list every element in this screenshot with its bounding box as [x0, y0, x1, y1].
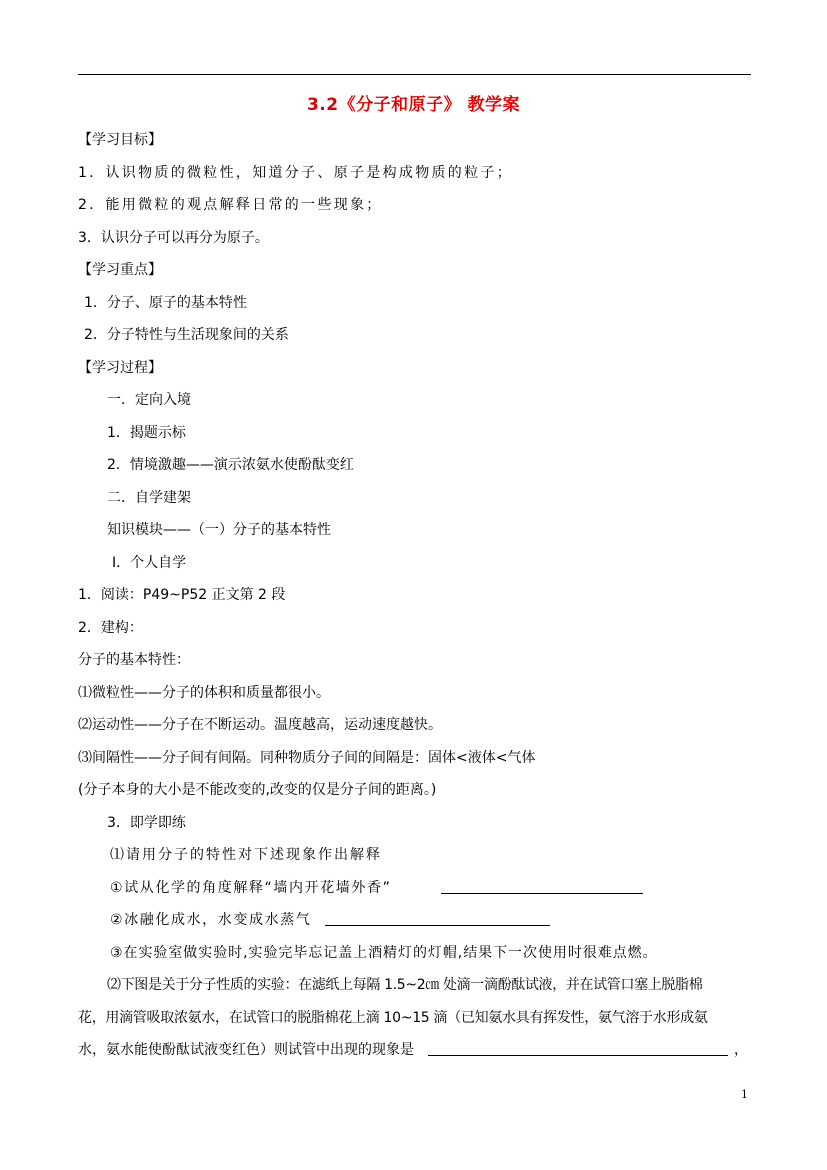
- section-1-heading: 一．定向入境: [107, 392, 191, 408]
- answer-blank-3[interactable]: [428, 1041, 728, 1056]
- answer-blank-1[interactable]: [441, 879, 643, 894]
- construct-item: 2．建构：: [78, 620, 143, 636]
- property-note: (分子本身的大小是不能改变的,改变的仅是分子间的距离。): [78, 782, 437, 798]
- key-point-1: 1．分子、原子的基本特性: [84, 295, 247, 311]
- section-1-item-2: 2．情境激趣——演示浓氨水使酚酞变红: [107, 457, 354, 473]
- property-2: ⑵运动性——分子在不断运动。温度越高，运动速度越快。: [78, 717, 442, 733]
- goal-item-1: 1．认识物质的微粒性，知道分子、原子是构成物质的粒子；: [78, 165, 514, 181]
- properties-heading: 分子的基本特性：: [78, 652, 190, 668]
- header-rule: [78, 74, 751, 75]
- practice-question-2-line-3: 水，氨水能使酚酞试液变红色）则试管中出现的现象是: [78, 1042, 414, 1058]
- practice-question-1: ⑴请用分子的特性对下述现象作出解释: [110, 847, 382, 863]
- property-3: ⑶间隔性——分子间有间隔。同种物质分子间的间隔是：固体<液体<气体: [78, 750, 536, 766]
- goal-item-3: 3．认识分子可以再分为原子。: [78, 230, 269, 246]
- section-2-heading: 二．自学建架: [107, 490, 191, 506]
- key-points-heading: 【学习重点】: [78, 262, 162, 278]
- answer-blank-2[interactable]: [325, 911, 550, 926]
- property-1: ⑴微粒性——分子的体积和质量都很小。: [78, 685, 330, 701]
- practice-heading: 3．即学即练: [107, 815, 186, 831]
- self-study-heading: Ⅰ．个人自学: [112, 555, 187, 571]
- goal-item-2: 2．能用微粒的观点解释日常的一些现象；: [78, 197, 383, 213]
- knowledge-module: 知识模块——（一）分子的基本特性: [107, 522, 331, 538]
- sub-question-1: [110, 879, 391, 897]
- goals-heading: 【学习目标】: [78, 132, 162, 148]
- sub-question-1-text: ①试从化学的角度解释“墙内开花墙外香”: [110, 880, 392, 896]
- practice-question-2-line-2: 花，用滴管吸取浓氨水，在试管口的脱脂棉花上滴 10~15 滴（已知氨水具有挥发性，氨气溶于水形成氨: [78, 1010, 708, 1026]
- section-1-item-1: 1．揭题示标: [107, 425, 186, 441]
- sub-question-3: ③在实验室做实验时,实验完毕忘记盖上酒精灯的灯帽,结果下一次使用时很难点燃。: [110, 945, 658, 961]
- sub-question-2-text: ②冰融化成水，水变成水蒸气: [110, 912, 312, 928]
- key-point-2: 2．分子特性与生活现象间的关系: [84, 327, 289, 343]
- trailing-comma: ，: [734, 1042, 748, 1058]
- reading-item: 1．阅读：P49~P52 正文第 2 段: [78, 587, 286, 603]
- document-title: 3.2《分子和原子》 教学案: [306, 95, 521, 115]
- practice-question-2-line-1: ⑵下图是关于分子性质的实验：在滤纸上每隔 1.5~2㎝ 处滴一滴酚酞试液，并在试管口塞上脱脂棉: [107, 977, 703, 993]
- sub-question-2: [110, 911, 311, 929]
- page-number: 1: [741, 1088, 748, 1101]
- process-heading: 【学习过程】: [78, 360, 162, 376]
